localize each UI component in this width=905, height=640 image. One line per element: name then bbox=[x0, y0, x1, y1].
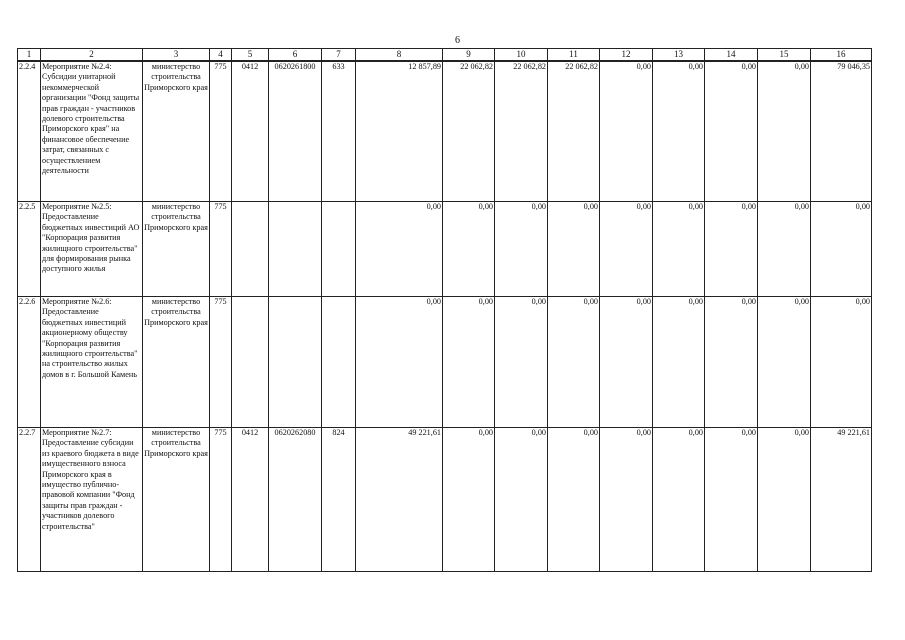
row-value: 0,00 bbox=[653, 297, 705, 428]
row-value: 0,00 bbox=[758, 428, 811, 572]
row-code: 2.2.6 bbox=[18, 297, 41, 428]
row-value: 0,00 bbox=[758, 202, 811, 297]
row-code: 2.2.4 bbox=[18, 61, 41, 202]
row-csr: 0620262080 bbox=[269, 428, 322, 572]
row-agency: министерство строительства Приморского края bbox=[143, 297, 210, 428]
table-row bbox=[18, 202, 872, 297]
column-header: 15 bbox=[758, 49, 811, 62]
row-value: 0,00 bbox=[600, 297, 653, 428]
row-value: 0,00 bbox=[548, 297, 600, 428]
row-value: 0,00 bbox=[653, 428, 705, 572]
row-code: 2.2.5 bbox=[18, 202, 41, 297]
column-header: 14 bbox=[705, 49, 758, 62]
row-grbs: 775 bbox=[210, 202, 232, 297]
row-value: 0,00 bbox=[705, 202, 758, 297]
column-header: 6 bbox=[269, 49, 322, 62]
row-value: 0,00 bbox=[548, 202, 600, 297]
column-header: 4 bbox=[210, 49, 232, 62]
row-value: 22 062,82 bbox=[548, 61, 600, 202]
row-agency: министерство строительства Приморского края bbox=[143, 202, 210, 297]
row-value: 22 062,82 bbox=[443, 61, 495, 202]
column-header: 16 bbox=[811, 49, 872, 62]
row-grbs: 775 bbox=[210, 297, 232, 428]
row-total: 0,00 bbox=[811, 202, 872, 297]
row-value: 22 062,82 bbox=[495, 61, 548, 202]
row-vr: 824 bbox=[322, 428, 356, 572]
row-value: 0,00 bbox=[443, 297, 495, 428]
row-agency: министерство строительства Приморского края bbox=[143, 61, 210, 202]
table-row bbox=[18, 297, 872, 428]
row-value: 0,00 bbox=[495, 297, 548, 428]
row-vr bbox=[322, 297, 356, 428]
row-total: 79 046,35 bbox=[811, 61, 872, 202]
column-header: 7 bbox=[322, 49, 356, 62]
row-total: 0,00 bbox=[811, 297, 872, 428]
row-value: 0,00 bbox=[495, 202, 548, 297]
header-row bbox=[18, 49, 872, 62]
row-grbs: 775 bbox=[210, 61, 232, 202]
row-value: 0,00 bbox=[600, 61, 653, 202]
column-header: 1 bbox=[18, 49, 41, 62]
budget-table bbox=[17, 48, 872, 572]
row-csr bbox=[269, 297, 322, 428]
row-value: 0,00 bbox=[495, 428, 548, 572]
column-header: 9 bbox=[443, 49, 495, 62]
row-csr: 0620261800 bbox=[269, 61, 322, 202]
row-code: 2.2.7 bbox=[18, 428, 41, 572]
page-number: 6 bbox=[455, 35, 460, 46]
row-value: 0,00 bbox=[356, 297, 443, 428]
row-vr: 633 bbox=[322, 61, 356, 202]
row-value: 0,00 bbox=[356, 202, 443, 297]
row-value: 49 221,61 bbox=[356, 428, 443, 572]
row-rzpr: 0412 bbox=[232, 428, 269, 572]
column-header: 5 bbox=[232, 49, 269, 62]
row-csr bbox=[269, 202, 322, 297]
row-value: 0,00 bbox=[600, 428, 653, 572]
column-header: 8 bbox=[356, 49, 443, 62]
row-name: Мероприятие №2.5: Предоставление бюджетных инвестиций АО "Корпорация развития жилищного строительства" для формирования рынка доступного жилья bbox=[41, 202, 143, 297]
column-header: 13 bbox=[653, 49, 705, 62]
row-vr bbox=[322, 202, 356, 297]
column-header: 2 bbox=[41, 49, 143, 62]
row-value: 0,00 bbox=[705, 61, 758, 202]
row-value: 0,00 bbox=[705, 428, 758, 572]
row-name: Мероприятие №2.7: Предоставление субсидии из краевого бюджета в виде имущественного взноса Приморского края в имущество публично-правовой компании "Фонд защиты прав граждан - участников долевого строительства" bbox=[41, 428, 143, 572]
row-value: 0,00 bbox=[600, 202, 653, 297]
row-value: 0,00 bbox=[548, 428, 600, 572]
row-rzpr bbox=[232, 297, 269, 428]
column-header: 3 bbox=[143, 49, 210, 62]
row-agency: министерство строительства Приморского края bbox=[143, 428, 210, 572]
row-value: 0,00 bbox=[443, 428, 495, 572]
row-value: 0,00 bbox=[653, 61, 705, 202]
row-value: 0,00 bbox=[443, 202, 495, 297]
row-value: 0,00 bbox=[758, 297, 811, 428]
row-value: 0,00 bbox=[705, 297, 758, 428]
column-header: 12 bbox=[600, 49, 653, 62]
row-name: Мероприятие №2.6: Предоставление бюджетных инвестиций акционерному обществу "Корпорация развития жилищного строительства" на строительство жилых домов в г. Большой Камень bbox=[41, 297, 143, 428]
row-rzpr: 0412 bbox=[232, 61, 269, 202]
row-grbs: 775 bbox=[210, 428, 232, 572]
column-header: 11 bbox=[548, 49, 600, 62]
row-name: Мероприятие №2.4: Субсидии унитарной некоммерческой организации "Фонд защиты прав граждан - участников долевого строительства Приморского края" на финансовое обеспечение затрат, связанных с осуществлением деятельности bbox=[41, 61, 143, 202]
row-value: 0,00 bbox=[758, 61, 811, 202]
row-total: 49 221,61 bbox=[811, 428, 872, 572]
row-value: 0,00 bbox=[653, 202, 705, 297]
row-value: 12 857,89 bbox=[356, 61, 443, 202]
row-rzpr bbox=[232, 202, 269, 297]
table-row bbox=[18, 428, 872, 572]
column-header: 10 bbox=[495, 49, 548, 62]
table-row bbox=[18, 61, 872, 202]
